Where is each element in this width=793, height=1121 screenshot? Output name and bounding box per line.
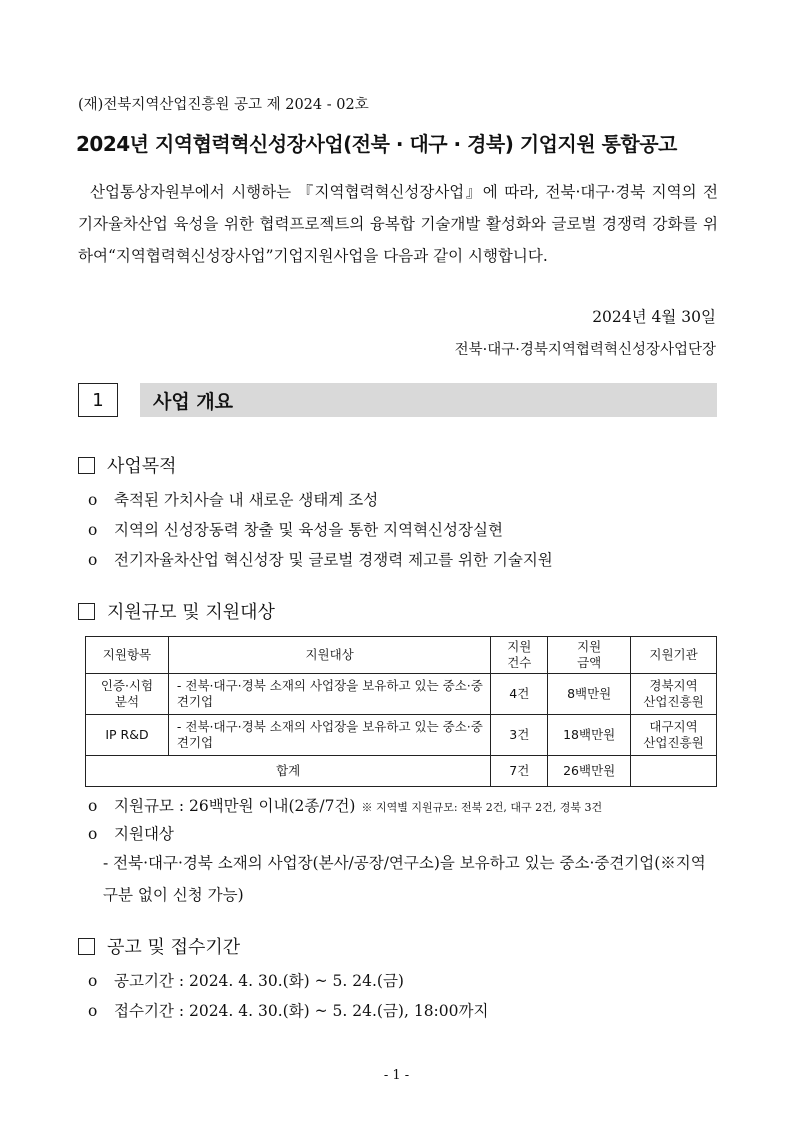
table-total-amount: 26백만원 [548,756,631,787]
checkbox-square-icon [78,603,95,620]
table-cell-item: 인증·시험 분석 [86,674,169,715]
signer: 전북·대구·경북지역협력혁신성장사업단장 [454,342,716,358]
table-cell-amount: 8백만원 [548,674,631,715]
table-cell-target: - 전북·대구·경북 소재의 사업장을 보유하고 있는 중소·중견기업 [168,715,490,756]
support-scale: o 지원규모 : 26백만원 이내(2종/7건) ※ 지역별 지원규모: 전북 2건, 대구 2건, 경북 3건 [88,797,603,815]
table-header: 지원대상 [168,637,490,674]
table-header-row [86,637,717,674]
notice-date: 2024년 4월 30일 [592,308,716,326]
table-total-empty [631,756,717,787]
notice-number: (재)전북지역산업진흥원 공고 제 2024 - 02호 [78,97,369,113]
receipt-period: o 접수기간 : 2024. 4. 30.(화) ~ 5. 24.(금), 18:00까지 [88,1002,489,1020]
support-target-detail: - 전북·대구·경북 소재의 사업장(본사/공장/연구소)을 보유하고 있는 중소·중견기업(※지역구분 없이 신청 가능) [103,854,706,904]
table-row [86,715,717,756]
period-heading-text: 공고 및 접수기간 [107,937,241,958]
page-number: - 1 - [383,1068,410,1083]
table-cell-target: - 전북·대구·경북 소재의 사업장을 보유하고 있는 중소·중견기업 [168,674,490,715]
bullet-o-icon: o [88,551,98,569]
table-total-label: 합계 [86,756,491,787]
table-header: 지원기관 [631,637,717,674]
table-header: 지원 금액 [548,637,631,674]
purpose-heading [78,452,177,478]
bullet-o-icon: o [88,521,98,539]
table-cell-item: IP R&D [86,715,169,756]
document-title: 2024년 지역협력혁신성장사업(전북 · 대구 · 경북) 기업지원 통합공고 [76,132,677,156]
bullet-o-icon: o [88,491,98,509]
scale-heading-text: 지원규모 및 지원대상 [107,602,275,623]
bullet-o-icon: o [88,797,98,815]
table-cell-count: 3건 [491,715,548,756]
table-header: 지원 건수 [491,637,548,674]
support-target: o 지원대상 [88,825,174,843]
checkbox-square-icon [78,938,95,955]
scale-heading [78,598,275,624]
purpose-heading-text: 사업목적 [107,456,177,477]
period-heading [78,933,240,959]
checkbox-square-icon [78,457,95,474]
bullet-o-icon: o [88,972,98,990]
table-total-count: 7건 [491,756,548,787]
section-number: 1 [78,383,118,417]
table-row [86,674,717,715]
bullet-o-icon: o [88,1002,98,1020]
purpose-item: o 전기자율차산업 혁신성장 및 글로벌 경쟁력 제고를 위한 기술지원 [88,551,553,569]
table-header: 지원항목 [86,637,169,674]
intro-paragraph: 산업통상자원부에서 시행하는 『지역협력혁신성장사업』에 따라, 전북·대구·경북 지역의 전기자율차산업 육성을 위한 협력프로젝트의 융복합 기술개발 활성화와 글로벌 경쟁력 강화를 위하여“지역협력혁신성장사업”기업지원사업을 다음과 같이 시행합니다. [78,183,718,265]
support-scale-note: ※ 지역별 지원규모: 전북 2건, 대구 2건, 경북 3건 [361,801,603,814]
notice-period: o 공고기간 : 2024. 4. 30.(화) ~ 5. 24.(금) [88,972,404,990]
section-title: 사업 개요 [140,383,717,417]
support-table [85,636,717,787]
table-cell-amount: 18백만원 [548,715,631,756]
table-total-row [86,756,717,787]
purpose-item: o 축적된 가치사슬 내 새로운 생태계 조성 [88,491,379,509]
table-cell-agency: 경북지역 산업진흥원 [631,674,717,715]
purpose-item: o 지역의 신성장동력 창출 및 육성을 통한 지역혁신성장실현 [88,521,503,539]
table-cell-agency: 대구지역 산업진흥원 [631,715,717,756]
table-cell-count: 4건 [491,674,548,715]
bullet-o-icon: o [88,825,98,843]
